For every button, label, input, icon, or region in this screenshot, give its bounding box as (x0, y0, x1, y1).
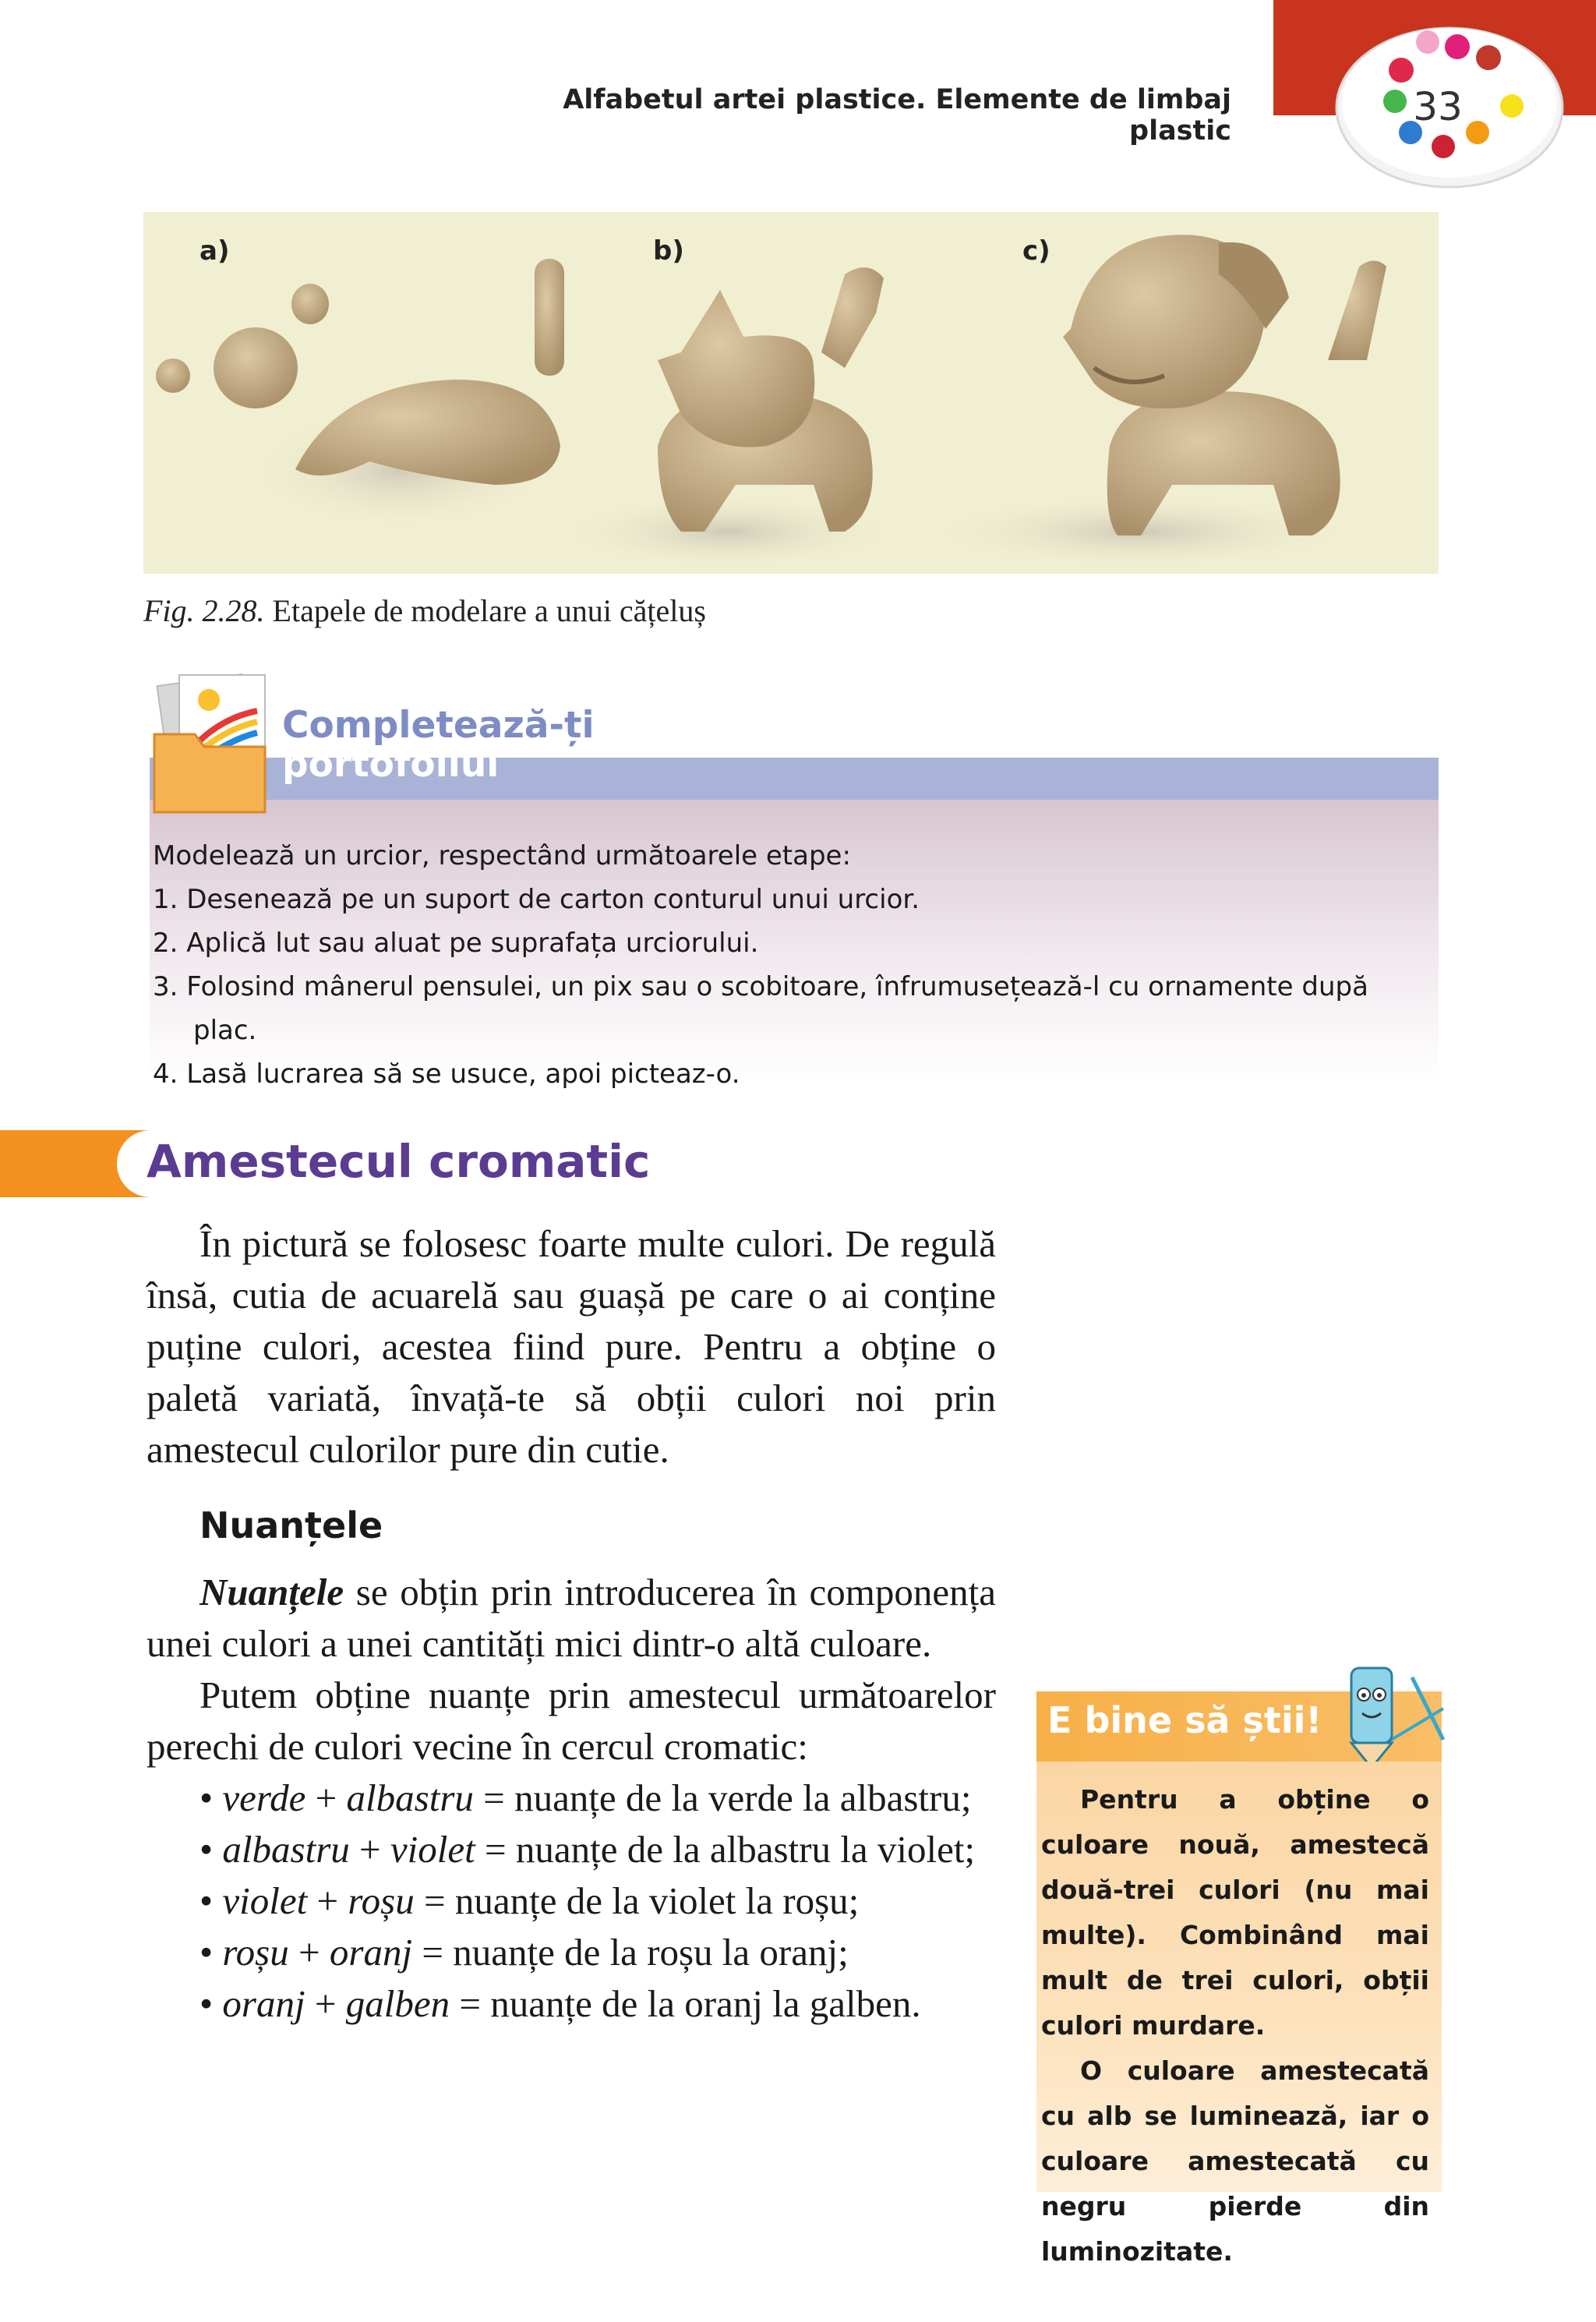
list-item: • roșu + oranj = nuanțe de la roșu la oranj; (200, 1931, 849, 1974)
portfolio-step-4: 4. Lasă lucrarea să se usuce, apoi picteaz-o. (153, 1059, 740, 1090)
figure-photo (143, 212, 1439, 574)
intro-paragraph: În pictură se folosesc foarte multe culori. De regulă însă, cutia de acuarelă sau guașă pe care o ai conține puține culori, acestea fiind pure. Pentru a obține o paletă variată, învață-te să obții culori noi prin amestecul culorilor pure din cutie. (147, 1222, 996, 1471)
color-a: albastru (222, 1828, 350, 1871)
definition-paragraph (147, 1567, 996, 1670)
clay-piece-body (295, 380, 560, 485)
clay-piece-small (156, 359, 190, 393)
color-b: oranj (329, 1931, 413, 1974)
color-a: verde (222, 1776, 306, 1819)
color-a: roșu (222, 1931, 289, 1974)
pairs-intro: Putem obține nuanțe prin amestecul următoarelor perechi de culori vecine în cercul cromatic: (147, 1673, 996, 1768)
portfolio-step-2: 2. Aplică lut sau aluat pe suprafața urciorului. (153, 928, 759, 959)
info-box-text (1041, 1777, 1429, 2274)
figure-caption (143, 592, 706, 629)
portfolio-step-3-cont: plac. (193, 1015, 257, 1046)
caption-text: Etapele de modelare a unui cățeluș (264, 593, 706, 628)
dog-b-tail (821, 267, 884, 368)
caption-fig-number: Fig. 2.28. (143, 593, 265, 628)
figure-label-c: c) (1022, 235, 1050, 267)
portfolio-step-1: 1. Desenează pe un suport de carton conturul unui urcior. (153, 884, 920, 915)
clay-dog-photo (143, 212, 1439, 574)
figure-label-b: b) (653, 235, 684, 267)
portfolio-intro: Modelează un urcior, respectând următoarele etape: (153, 840, 851, 871)
portfolio-title (282, 706, 595, 784)
sub-heading: Nuanțele (200, 1504, 383, 1546)
color-b: violet (390, 1828, 475, 1871)
nuances-text (147, 1567, 996, 2030)
mix-result: nuanțe de la roșu la oranj; (453, 1931, 849, 1974)
section-intro (147, 1218, 996, 1476)
figure-label-a: a) (200, 235, 230, 267)
definition-term: Nuanțele (200, 1571, 344, 1613)
color-b: albastru (346, 1776, 474, 1819)
mix-result: nuanțe de la oranj la galben. (490, 1982, 921, 2025)
list-item: • oranj + galben = nuanțe de la oranj la galben. (200, 1982, 921, 2025)
mix-result: nuanțe de la albastru la violet; (515, 1828, 976, 1871)
clay-piece-head (214, 327, 298, 408)
clay-piece-tail (535, 259, 564, 376)
info-box-title: E bine să știi! (1047, 1699, 1322, 1741)
portfolio-title-line1: Completează-ți (282, 704, 595, 747)
header-title: Alfabetul artei plastice. Elemente de limbaj plastic (563, 84, 1231, 147)
color-b: galben (345, 1982, 450, 2025)
list-item: • verde + albastru = nuanțe de la verde la albastru; (200, 1776, 972, 1819)
list-item: • violet + roșu = nuanțe de la violet la roșu; (200, 1879, 860, 1922)
definition-text: se obțin prin introducerea în componența unei culori a unei cantități mici dintr-o altă culoare. (147, 1571, 996, 1665)
list-item: • albastru + violet = nuanțe de la albastru la violet; (200, 1828, 976, 1871)
dog-c-tail (1328, 261, 1386, 361)
pencil-mascot-icon (1334, 1654, 1451, 1771)
color-a: violet (222, 1879, 308, 1922)
section-heading: Amestecul cromatic (147, 1135, 651, 1188)
mix-result: nuanțe de la verde la albastru; (514, 1776, 972, 1819)
color-b: roșu (348, 1879, 415, 1922)
info-paragraph-2: O culoare amestecată cu alb se luminează, iar o culoare amestecată cu negru pierde din luminozitate. (1041, 2055, 1429, 2267)
mix-result: nuanțe de la violet la roșu; (454, 1879, 860, 1922)
portfolio-instructions (153, 834, 1439, 1096)
color-a: oranj (222, 1982, 305, 2025)
clay-piece-ear (291, 284, 329, 324)
folder-icon (148, 664, 281, 820)
page-number: 33 (1413, 84, 1463, 129)
info-paragraph-1: Pentru a obține o culoare nouă, amestecă două-trei culori (nu mai multe). Combinând mai mult de trei culori, obții culori murdare. (1041, 1784, 1429, 2041)
portfolio-title-line2: portofoliul (282, 743, 500, 786)
portfolio-step-3: 3. Folosind mânerul pensulei, un pix sau o scobitoare, înfrumusețează-l cu ornamente după (153, 971, 1368, 1002)
